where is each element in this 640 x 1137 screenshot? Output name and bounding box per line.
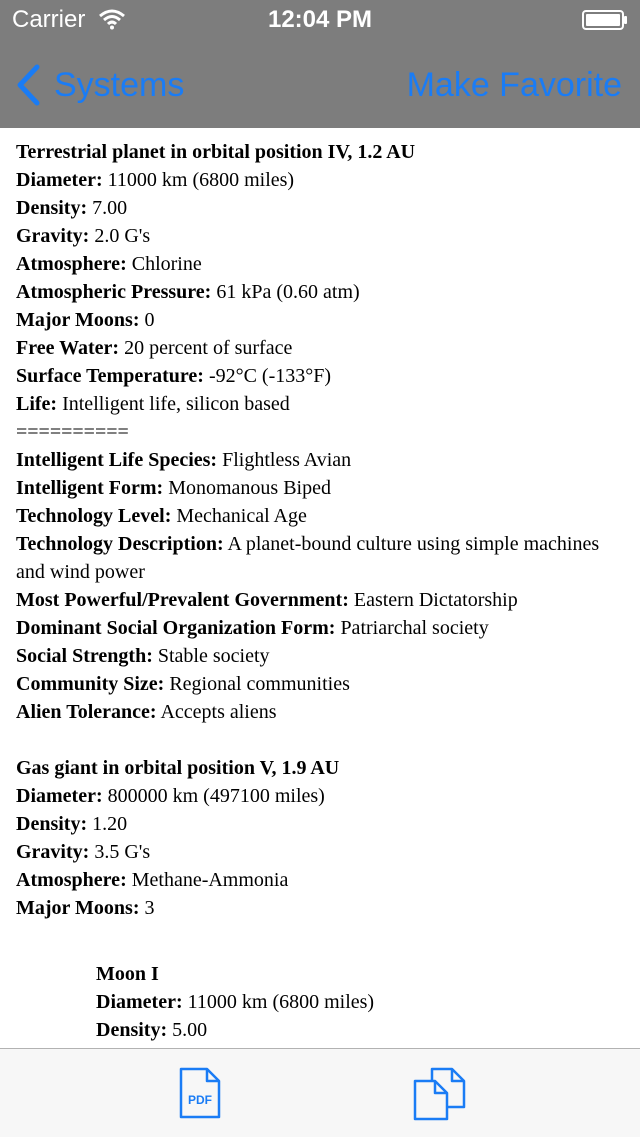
detail-row: Diameter: 11000 km (6800 miles) [16,169,295,191]
copy-documents-icon [412,1067,468,1121]
system-detail-content[interactable] [0,128,640,1048]
life-row: Dominant Social Organization Form: Patriarchal society [16,617,489,639]
copy-button[interactable] [412,1067,468,1121]
clock: 12:04 PM [267,6,373,33]
pdf-document-icon [178,1067,222,1119]
detail-row: Major Moons: 0 [16,309,155,331]
status-bar [0,0,640,40]
detail-row: Surface Temperature: -92°C (-133°F) [16,365,332,387]
life-row: Community Size: Regional communities [16,673,350,695]
life-row: Technology Description: A planet-bound culture using simple machines and wind power [16,533,600,583]
moon-row: Diameter: 11000 km (6800 miles) [96,991,375,1013]
life-row: Technology Level: Mechanical Age [16,505,307,527]
detail-row: Life: Intelligent life, silicon based [16,393,290,415]
moon-row: Density: 5.00 [96,1019,208,1041]
life-row: Intelligent Form: Monomanous Biped [16,477,331,499]
detail-row: Gravity: 3.5 G's [16,841,151,863]
navigation-bar [0,0,640,128]
life-row: Alien Tolerance: Accepts aliens [16,701,277,723]
bottom-toolbar [0,1048,640,1137]
detail-row: Atmosphere: Chlorine [16,253,202,275]
detail-row: Major Moons: 3 [16,897,155,919]
planet4-title: Terrestrial planet in orbital position IV, 1.2 AU [16,141,416,163]
moon1-title: Moon I [96,963,159,985]
detail-row: Density: 7.00 [16,197,128,219]
carrier-label: Carrier [12,6,86,33]
battery-icon [582,10,628,30]
back-button-label: Systems [54,65,185,104]
detail-row: Density: 1.20 [16,813,128,835]
life-row: Intelligent Life Species: Flightless Avian [16,449,352,471]
chevron-left-icon [16,64,40,106]
life-row: Most Powerful/Prevalent Government: Eastern Dictatorship [16,589,518,611]
separator: ========== [16,421,129,443]
detail-row: Atmospheric Pressure: 61 kPa (0.60 atm) [16,281,360,303]
life-row: Social Strength: Stable society [16,645,270,667]
spacer [16,726,624,754]
detail-row: Free Water: 20 percent of surface [16,337,293,359]
make-favorite-button[interactable]: Make Favorite [406,65,622,104]
back-button[interactable] [16,62,184,108]
planet5-title: Gas giant in orbital position V, 1.9 AU [16,757,340,779]
detail-row: Diameter: 800000 km (497100 miles) [16,785,325,807]
detail-row: Atmosphere: Methane-Ammonia [16,869,289,891]
pdf-icon-text: PDF [188,1093,212,1107]
spacer [16,922,624,950]
pdf-button[interactable] [178,1067,222,1119]
detail-row: Gravity: 2.0 G's [16,225,151,247]
